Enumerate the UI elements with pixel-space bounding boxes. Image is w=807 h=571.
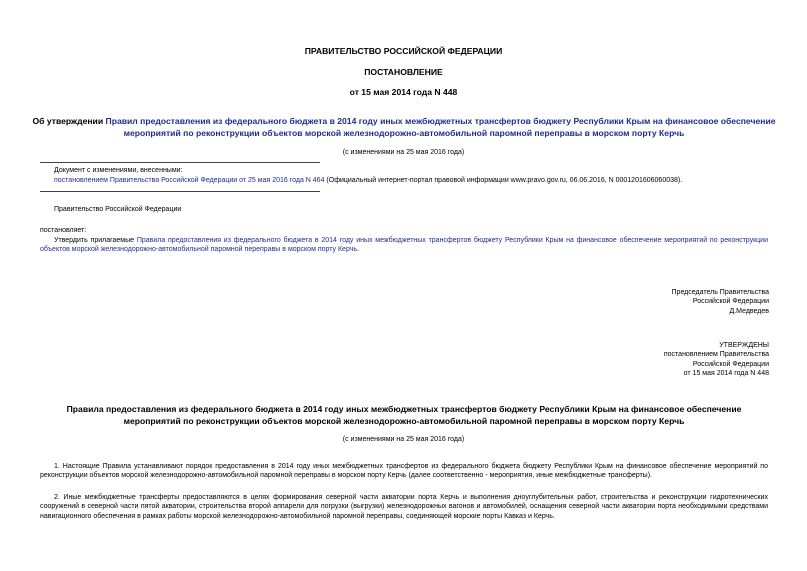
approve-paragraph xyxy=(40,236,768,255)
approved-line2: Российской Федерации xyxy=(692,360,769,368)
rules-paragraph-1: 1. Настоящие Правила устанавливают порядок предоставления в 2014 году иных межбюджетных трансфертов из федерального бюджета бюджету Республики Крым на финансовое обеспечение мероприятий по реконструкции объектов морской железнодорожно-автомобильной паромной переправы в морском порту Керчь (далее соответственно - мероприятия, иные межбюджетные трансферты). xyxy=(40,463,768,480)
rules-revision-note: (с изменениями на 25 мая 2016 года) xyxy=(342,436,465,443)
approved-line3: от 15 мая 2014 года N 448 xyxy=(683,370,769,378)
decree-title-prefix: Об утверждении xyxy=(32,116,106,126)
divider-top xyxy=(40,162,320,163)
issuer: Правительство Российской Федерации xyxy=(54,206,182,213)
approved-line1: постановлением Правительства xyxy=(663,351,769,359)
approved-heading: УТВЕРЖДЕНЫ xyxy=(719,342,769,349)
signature-position-line1: Председатель Правительства xyxy=(671,289,769,296)
resolves: постановляет: xyxy=(40,227,87,234)
amendments-label: Документ с изменениями, внесенными: xyxy=(54,167,183,174)
signature-position-line2: Российской Федерации xyxy=(692,298,769,306)
rules-paragraph-2: 2. Иные межбюджетные трансферты предоставляются в целях формирования северной части акватории порта Керчь и выполнения дноуглубительных работ, строительства и реконструкции гидротехнических сооружений в северной части пятой акватории, строительства второй аппарели для погрузки (выгрузки) железнодорожных вагонов и автомобилей, оснащения северной части акватории порта необходимыми средствами навигационного обеспечения в рамках работы морской железнодорожно-автомобильной паромной переправы, соединяющей морские порты Кавказ и Керчь. xyxy=(40,494,768,520)
signature-block xyxy=(469,288,769,316)
amendment-link[interactable]: постановлением Правительства Российской Федерации от 25 мая 2016 года N 464 xyxy=(54,177,325,184)
decree-title xyxy=(30,115,778,140)
approve-suffix: . xyxy=(357,246,359,254)
approve-prefix: Утвердить прилагаемые xyxy=(54,237,137,244)
document-date-number: от 15 мая 2014 года N 448 xyxy=(349,87,458,97)
decree-title-link[interactable]: Правил предоставления из федерального бюджета в 2014 году иных межбюджетных трансфертов бюджету Республики Крым на финансовое обеспечение мероприятий по реконструкции объектов морской железнодорожно-автомобильной паромной переправы в морском порту Керчь xyxy=(105,116,776,139)
approve-link[interactable]: Правила предоставления из федерального бюджета в 2014 году иных межбюджетных трансфертов бюджету Республики Крым на финансовое обеспечение мероприятий по реконструкции объектов морской железнодорожно-автомобильной паромной переправы в морском порту Керчь xyxy=(40,237,768,254)
document-type: ПОСТАНОВЛЕНИЕ xyxy=(364,67,443,77)
revision-note: (с изменениями на 25 мая 2016 года) xyxy=(342,149,465,156)
amendment-source: (Официальный интернет-портал правовой информации www.pravo.gov.ru, 06.06.2016, N 0001201606060038). xyxy=(324,177,683,184)
approved-block xyxy=(469,341,769,379)
government-heading: ПРАВИТЕЛЬСТВО РОССИЙСКОЙ ФЕДЕРАЦИИ xyxy=(304,46,503,56)
amendments-line xyxy=(54,176,794,185)
divider-bottom xyxy=(40,191,320,192)
rules-title: Правила предоставления из федерального бюджета в 2014 году иных межбюджетных трансфертов бюджету Республики Крым на финансовое обеспечение мероприятий по реконструкции объектов морской железнодорожно-автомобильной паромной переправы в морском порту Керчь xyxy=(66,404,742,427)
signature-name: Д.Медведев xyxy=(729,307,769,315)
